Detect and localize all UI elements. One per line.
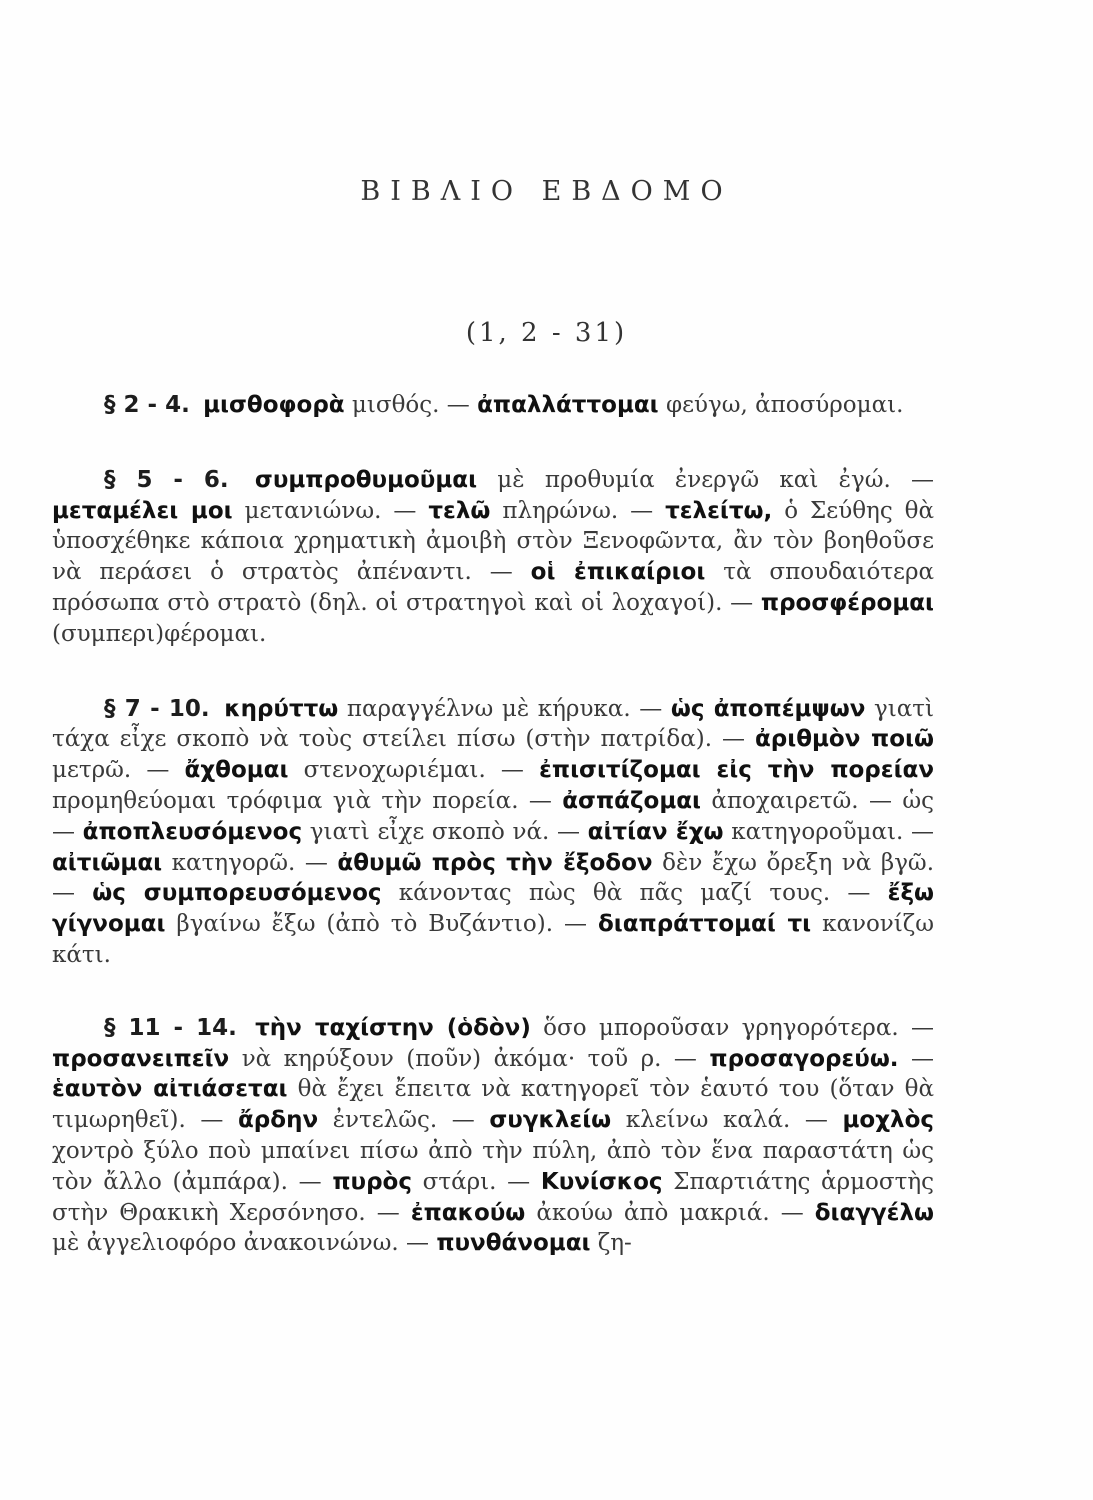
entry-separator: — (898, 1045, 935, 1072)
glossary-definition: ἐντελῶς. (332, 1107, 438, 1134)
entry-separator: — (52, 818, 83, 845)
entry-separator: — (903, 818, 935, 845)
glossary-term: αἰτιῶμαι (52, 849, 163, 876)
entry-separator: — (858, 787, 903, 814)
glossary-term: πυνθάνομαι (436, 1230, 591, 1257)
glossary-term: ἑαυτὸν αἰτιάσεται (52, 1076, 288, 1103)
glossary-definition: ὅσο μποροῦσαν γρηγορότερα. (543, 1014, 899, 1041)
entry-separator: — (185, 1107, 238, 1134)
entry-separator: — (398, 1230, 437, 1257)
section-number: § 7 - 10. (104, 695, 210, 722)
glossary-term: τελῶ (428, 497, 491, 524)
glossary-definition: μισθός. (351, 392, 440, 418)
glossary-term: αἰτίαν ἔχω (587, 818, 724, 845)
glossary-term: ἔξω γίγνομαι (52, 880, 935, 938)
glossary-term: προσανειπεῖν (52, 1045, 230, 1072)
glossary-definition: χοντρὸ ξύλο ποὺ μπαίνει πίσω ἀπὸ τὴν πύλη, ἀπὸ τὸν ἕνα παραστάτη ὡς τὸν ἄλλο (ἀμπάρα). (52, 1137, 934, 1195)
glossary-term: μοχλὸς (842, 1107, 935, 1134)
glossary-definition: πληρώνω. (502, 497, 619, 524)
entry-separator: — (131, 757, 185, 784)
glossary-definition: κατηγοροῦμαι. (731, 818, 904, 845)
glossary-definition: νὰ κηρύξουν (ποῦν) ἀκόμα· τοῦ ρ. (241, 1045, 662, 1072)
entry-separator: — (630, 695, 671, 722)
glossary-term: ἄχθομαι (184, 757, 289, 784)
glossary-definition: κάνοντας πὼς θὰ πᾶς μαζί τους. (398, 880, 831, 907)
glossary-term: συμπροθυμοῦμαι (254, 466, 478, 493)
glossary-term: προσαγορεύω. (709, 1045, 899, 1072)
glossary-term: μισθοφορὰ (203, 392, 345, 418)
entry-separator: — (471, 559, 531, 586)
section-number: § 2 - 4. (104, 392, 190, 418)
glossary-paragraph (52, 465, 934, 650)
entry-separator: — (661, 1045, 710, 1072)
glossary-term: ἄρδην (238, 1107, 319, 1134)
glossary-definition: τὰ σπουδαιότερα πρόσωπα στὸ στρατὸ (δηλ. οἱ στρατηγοὶ καὶ οἱ λοχαγοί). (52, 559, 935, 616)
glossary-term: Κυνίσκος (540, 1168, 663, 1195)
glossary-definition: κατηγορῶ. (171, 849, 296, 876)
entry-separator: — (830, 880, 888, 907)
glossary-term: ἀπαλλάττομαι (477, 392, 659, 418)
glossary-term: διαπράττομαί τι (597, 911, 812, 938)
glossary-definition: μετρῶ. (52, 757, 132, 784)
glossary-definition: κανονίζω κάτι. (52, 911, 935, 968)
glossary-definition: μὲ ἀγγελιοφόρο ἀνακοινώνω. (52, 1230, 399, 1257)
glossary-term: ἀριθμὸν ποιῶ (754, 726, 934, 753)
glossary-definition: θὰ ἔχει ἔπειτα νὰ κατηγορεῖ τὸν ἑαυτό του (ὅταν θὰ τιμωρηθεῖ). (52, 1076, 935, 1134)
entry-separator: — (437, 1107, 490, 1134)
entry-separator: — (553, 911, 598, 938)
glossary-term: κηρύττω (224, 695, 339, 722)
glossary-term: τελείτω, (665, 497, 773, 524)
glossary-definition: βγαίνω ἔξω (ἀπὸ τὸ Βυζάντιο). (176, 911, 554, 938)
glossary-term: ἀποπλευσόμενος (82, 818, 303, 845)
glossary-definition: μὲ προθυμία ἐνεργῶ καὶ ἐγώ. (497, 466, 891, 493)
glossary-paragraph (52, 1013, 934, 1259)
glossary-definition: στάρι. (422, 1168, 497, 1195)
entry-separator: — (790, 1107, 843, 1134)
entry-separator: — (722, 589, 761, 616)
glossary-term: ὡς ἀποπέμψων (670, 695, 866, 722)
book-title: ΒΙΒΛΙΟ ΕΒΔΟΜΟ (360, 176, 733, 207)
glossary-term: ἐπισιτίζομαι εἰς τὴν πορείαν (539, 757, 935, 784)
entry-separator: — (496, 1168, 541, 1195)
glossary-definition: γιατὶ τάχα εἶχε σκοπὸ νὰ τοὺς στείλει πίσω (στὴν πατρίδα). (52, 695, 935, 753)
glossary-term: ὡς συμπορευσόμενος (92, 880, 382, 907)
entry-separator: — (712, 726, 755, 753)
glossary-definition: ὡς (902, 787, 934, 814)
glossary-definition: προμηθεύομαι τρόφιμα γιὰ τὴν πορεία. (52, 787, 519, 814)
entry-separator: — (295, 849, 338, 876)
entry-separator: — (769, 1199, 815, 1226)
entry-separator: — (890, 466, 935, 493)
section-number: § 5 - 6. (104, 466, 229, 493)
glossary-term: ἐπακούω (410, 1199, 526, 1226)
entry-separator: — (439, 392, 478, 418)
chapter-reference: (1, 2 - 31) (465, 318, 628, 348)
glossary-definition: Σπαρτιάτης ἁρμοστὴς στὴν Θρακικὴ Χερσόνησο. (52, 1168, 934, 1226)
entry-separator: — (518, 787, 563, 814)
glossary-definition: ὁ Σεύθης θὰ ὑποσχέθηκε κάποια χρηματικὴ ἀμοιβὴ στὸν Ξενοφῶντα, ἂν τὸν βοηθοῦσε νὰ περάσει ὁ στρατὸς ἀπέναντι. (52, 497, 935, 586)
glossary-paragraph (52, 694, 934, 971)
glossary-term: ἀθυμῶ πρὸς τὴν ἔξοδον (337, 849, 653, 876)
glossary-definition: παραγγέλνω μὲ κήρυκα. (346, 695, 631, 722)
glossary-definition: δὲν ἔχω ὄρεξη νὰ βγῶ. (662, 849, 935, 876)
glossary-term: τὴν ταχίστην (ὁδὸν) (255, 1014, 531, 1041)
entry-separator: — (618, 497, 666, 524)
section-number: § 11 - 14. (104, 1014, 237, 1041)
glossary-term: μεταμέλει μοι (52, 497, 233, 524)
entry-separator: — (549, 818, 588, 845)
entry-separator: — (898, 1014, 934, 1041)
glossary-body (52, 390, 934, 1303)
entry-separator: — (52, 880, 93, 907)
glossary-definition: γιατὶ εἶχε σκοπὸ νά. (309, 818, 550, 845)
glossary-term: ἀσπάζομαι (562, 787, 702, 814)
glossary-definition: στενοχωριέμαι. (303, 757, 486, 784)
glossary-definition: ἀποχαιρετῶ. (711, 787, 859, 814)
glossary-term: διαγγέλω (814, 1199, 934, 1226)
glossary-term: συγκλείω (489, 1107, 612, 1134)
glossary-definition: φεύγω, ἀποσύρομαι. (665, 392, 904, 418)
glossary-definition: μετανιώνω. (244, 497, 382, 524)
entry-separator: — (287, 1168, 333, 1195)
glossary-paragraph (52, 390, 934, 421)
glossary-term: οἱ ἐπικαίριοι (530, 559, 706, 586)
glossary-term: πυρὸς (332, 1168, 412, 1195)
glossary-definition: ζη- (597, 1230, 632, 1257)
entry-separator: — (485, 757, 540, 784)
glossary-definition: (συμπερι)φέρομαι. (52, 620, 267, 647)
glossary-definition: κλείνω καλά. (625, 1107, 791, 1134)
glossary-definition: ἀκούω ἀπὸ μακριά. (536, 1199, 770, 1226)
entry-separator: — (365, 1199, 411, 1226)
glossary-term: προσφέρομαι (760, 589, 935, 616)
entry-separator: — (381, 497, 429, 524)
